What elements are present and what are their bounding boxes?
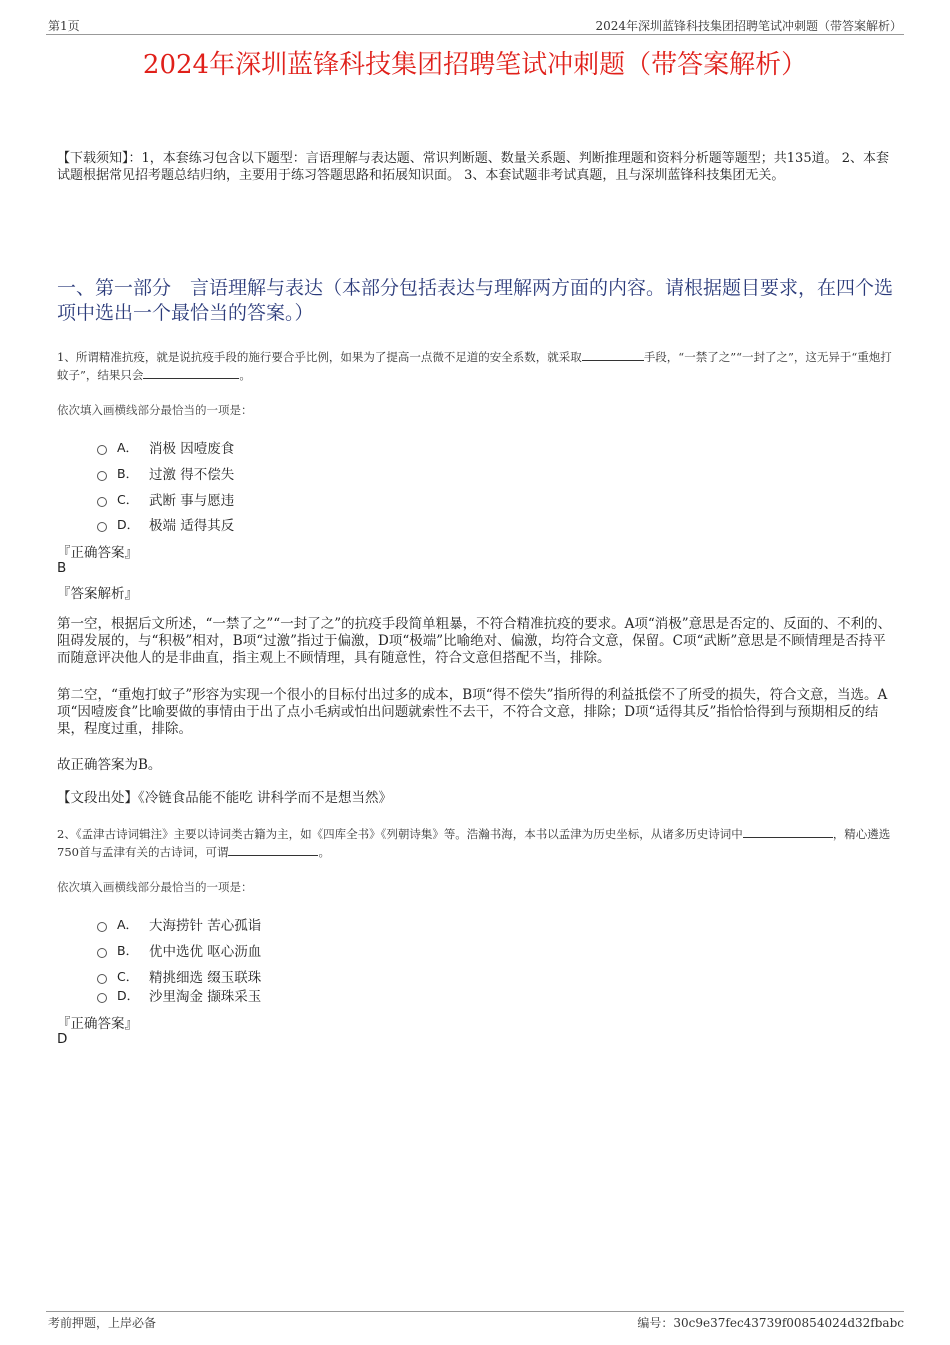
header-divider bbox=[46, 34, 904, 35]
q1-answer: B bbox=[57, 560, 67, 576]
radio-icon[interactable] bbox=[97, 974, 107, 984]
q1-source: 【文段出处】《冷链食品能不能吃 讲科学而不是想当然》 bbox=[57, 790, 393, 806]
question-2-stem: 2、《孟津古诗词辑注》主要以诗词类古籍为主，如《四库全书》《列朝诗集》等。浩瀚书海，本书以孟津为历史坐标，从诸多历史诗词中 ，精心遴选750首与孟津有关的古诗词，可谓 。 bbox=[57, 827, 891, 859]
q2-option-d[interactable]: D． 沙里淘金 撷珠采玉 bbox=[97, 985, 261, 1005]
q1-conclusion: 故正确答案为B。 bbox=[57, 757, 162, 773]
correct-answer-label: 『正确答案』 bbox=[57, 1016, 138, 1032]
footer-divider bbox=[46, 1311, 904, 1312]
radio-icon[interactable] bbox=[97, 922, 107, 932]
blank-line bbox=[743, 825, 833, 838]
q2-option-b[interactable]: B． 优中选优 呕心沥血 bbox=[97, 940, 261, 960]
correct-answer-label: 『正确答案』 bbox=[57, 545, 138, 561]
footer-slogan: 考前押题，上岸必备 bbox=[48, 1316, 157, 1330]
q1-analysis-paragraph: 第二空，“重炮打蚊子”形容为实现一个很小的目标付出过多的成本，B项“得不偿失”指所得的利益抵偿不了所受的损失，符合文意，当选。A项“因噎废食”比喻要做的事情由于出了点小毛病或怕出问题就索性不去干，不符合文意，排除；D项“适得其反”指恰恰得到与预期相反的结果，程度过重，排除。 bbox=[57, 687, 888, 737]
download-notice: 【下载须知】：1，本套练习包含以下题型：言语理解与表达题、常识判断题、数量关系题、判断推理题和资料分析题等题型；共135道。 2、本套试题根据常见招考题总结归纳，主要用于练习答题思路和拓展知识面。 3、本套试题非考试真题，且与深圳蓝锋科技集团无关。 bbox=[57, 151, 889, 183]
q1-option-b[interactable]: B． 过激 得不偿失 bbox=[97, 463, 234, 483]
document-id: 编号：30c9e37fec43739f00854024d32fbabc bbox=[637, 1316, 904, 1330]
question-2-instruction: 依次填入画横线部分最恰当的一项是： bbox=[57, 880, 253, 894]
q2-option-c[interactable]: C． 精挑细选 缀玉联珠 bbox=[97, 966, 261, 986]
radio-icon[interactable] bbox=[97, 445, 107, 455]
radio-icon[interactable] bbox=[97, 993, 107, 1003]
blank-line bbox=[582, 348, 644, 361]
q1-option-d[interactable]: D． 极端 适得其反 bbox=[97, 514, 234, 534]
question-1-stem: 1、所谓精准抗疫，就是说抗疫手段的施行要合乎比例，如果为了提高一点微不足道的安全系数，就采取 手段，“一禁了之”“一封了之”，这无异于“重炮打蚊子”，结果只会 。 bbox=[57, 350, 892, 382]
q1-analysis-paragraph: 第一空，根据后文所述，“一禁了之”“一封了之”的抗疫手段简单粗暴，不符合精准抗疫的要求。A项“消极”意思是否定的、反面的、不利的、阻碍发展的，与“积极”相对，B项“过激”指过于偏激，D项“极端”比喻绝对、偏激，均符合文意，保留。C项“武断”意思是不顾情理是否持平而随意评决他人的是非曲直，指主观上不顾情理，具有随意性，符合文意但搭配不当，排除。 bbox=[57, 616, 892, 666]
section-heading: 一、第一部分 言语理解与表达（本部分包括表达与理解两方面的内容。请根据题目要求，在四个选项中选出一个最恰当的答案。） bbox=[57, 277, 894, 324]
q1-option-c[interactable]: C． 武断 事与愿违 bbox=[97, 489, 234, 509]
radio-icon[interactable] bbox=[97, 522, 107, 532]
analysis-label: 『答案解析』 bbox=[57, 586, 138, 602]
running-title: 2024年深圳蓝锋科技集团招聘笔试冲刺题（带答案解析） bbox=[595, 19, 902, 33]
blank-line bbox=[143, 366, 239, 379]
radio-icon[interactable] bbox=[97, 471, 107, 481]
q2-answer: D bbox=[57, 1031, 68, 1047]
blank-line bbox=[228, 843, 318, 856]
question-1-instruction: 依次填入画横线部分最恰当的一项是： bbox=[57, 403, 253, 417]
q1-option-a[interactable]: A． 消极 因噎废食 bbox=[97, 437, 234, 457]
q2-option-a[interactable]: A． 大海捞针 苦心孤诣 bbox=[97, 914, 261, 934]
radio-icon[interactable] bbox=[97, 948, 107, 958]
document-title: 2024年深圳蓝锋科技集团招聘笔试冲刺题（带答案解析） bbox=[142, 50, 808, 80]
radio-icon[interactable] bbox=[97, 497, 107, 507]
page-number: 第1页 bbox=[48, 19, 80, 33]
